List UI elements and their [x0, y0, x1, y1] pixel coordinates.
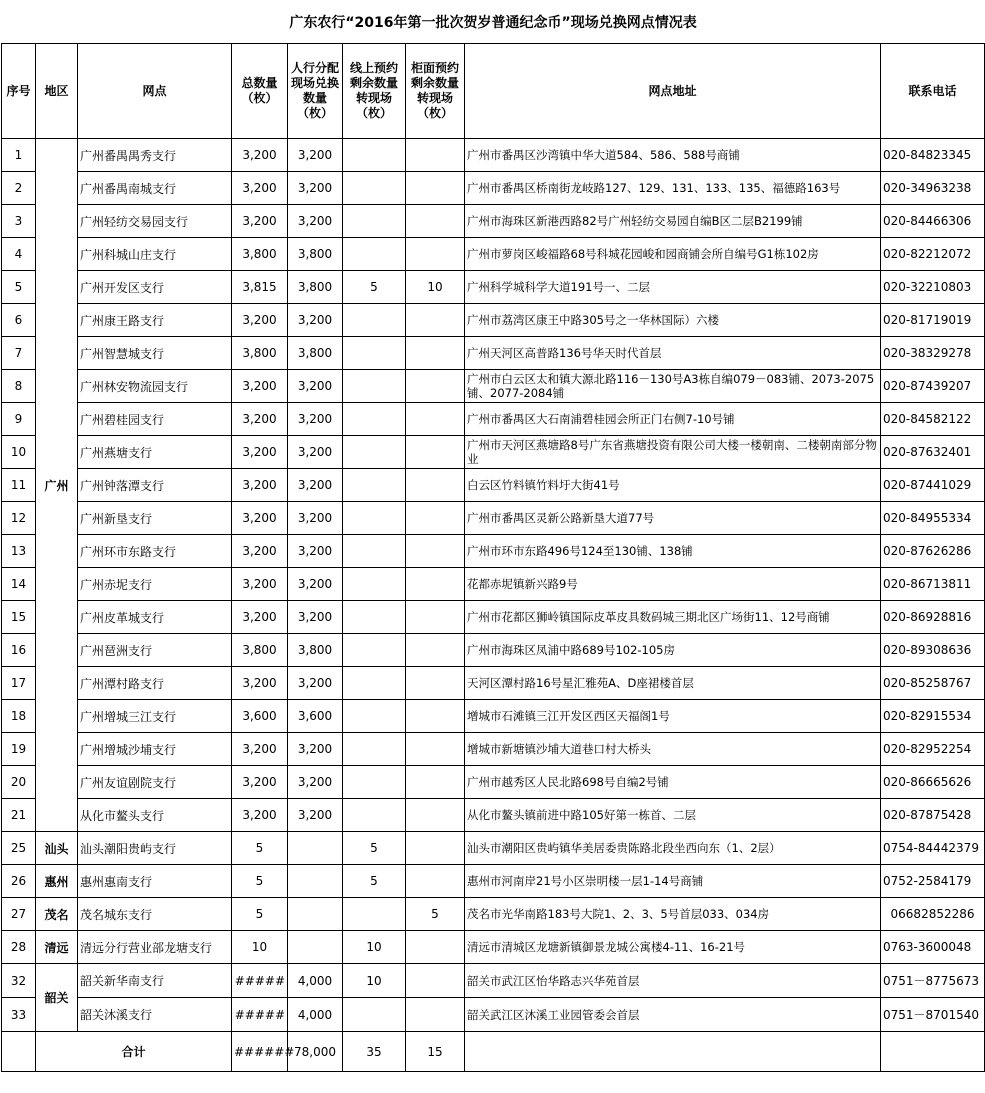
table-row	[2, 205, 985, 238]
cell-branch: 广州林安物流园支行	[78, 370, 232, 403]
cell-branch: 广州赤坭支行	[78, 568, 232, 601]
cell-seq: 11	[2, 469, 36, 502]
cell-total: 3,200	[232, 733, 288, 766]
cell-address: 广州市番禺区沙湾镇中华大道584、586、588号商铺	[465, 139, 881, 172]
header-address: 网点地址	[465, 44, 881, 139]
cell-branch: 广州轻纺交易园支行	[78, 205, 232, 238]
region-cell: 韶关	[36, 964, 78, 1032]
cell-address: 广州市番禺区桥南街龙岐路127、129、131、133、135、福德路163号	[465, 172, 881, 205]
cell-total: 3,200	[232, 403, 288, 436]
cell-online	[343, 568, 406, 601]
cell-counter	[406, 964, 465, 998]
cell-counter	[406, 469, 465, 502]
cell-phone: 020-32210803	[881, 271, 985, 304]
header-branch: 网点	[78, 44, 232, 139]
cell-address: 汕头市潮阳区贵屿镇华美居委贵陈路北段坐西向东（1、2层）	[465, 832, 881, 865]
total-label: 合计	[36, 1032, 232, 1072]
cell-pboc: 3,200	[288, 139, 343, 172]
cell-branch: 广州皮革城支行	[78, 601, 232, 634]
cell-phone: 020-87439207	[881, 370, 985, 403]
cell-branch: 广州科城山庄支行	[78, 238, 232, 271]
table-row	[2, 304, 985, 337]
table-row	[2, 634, 985, 667]
cell-branch: 广州开发区支行	[78, 271, 232, 304]
cell-counter	[406, 205, 465, 238]
cell-counter: 5	[406, 898, 465, 931]
cell-seq: 12	[2, 502, 36, 535]
cell-total: 3,600	[232, 700, 288, 733]
cell-online: 5	[343, 832, 406, 865]
header-phone: 联系电话	[881, 44, 985, 139]
header-total: 总数量（枚）	[232, 44, 288, 139]
cell-address: 韶关武江区沐溪工业园管委会首层	[465, 998, 881, 1032]
cell-address: 广州市番禺区灵新公路新垦大道77号	[465, 502, 881, 535]
cell-pboc: 3,200	[288, 304, 343, 337]
cell-phone: 0751－8775673	[881, 964, 985, 998]
cell-branch: 广州琶洲支行	[78, 634, 232, 667]
cell-phone: 020-38329278	[881, 337, 985, 370]
cell-counter	[406, 172, 465, 205]
cell-total: 3,200	[232, 535, 288, 568]
cell-counter	[406, 370, 465, 403]
cell-online	[343, 799, 406, 832]
cell-pboc	[288, 931, 343, 964]
cell-phone: 020-84582122	[881, 403, 985, 436]
cell-pboc: 3,200	[288, 535, 343, 568]
cell-seq: 33	[2, 998, 36, 1032]
cell-address: 清远市清城区龙塘新镇御景龙城公寓楼4-11、16-21号	[465, 931, 881, 964]
header-region: 地区	[36, 44, 78, 139]
cell-pboc: 3,200	[288, 469, 343, 502]
cell-branch: 广州潭村路支行	[78, 667, 232, 700]
cell-seq: 17	[2, 667, 36, 700]
cell-pboc	[288, 865, 343, 898]
total-blank	[2, 1032, 36, 1072]
cell-online	[343, 766, 406, 799]
cell-phone: 020-84466306	[881, 205, 985, 238]
cell-phone: 020-87441029	[881, 469, 985, 502]
cell-phone: 020-89308636	[881, 634, 985, 667]
cell-total: 3,200	[232, 172, 288, 205]
cell-counter	[406, 601, 465, 634]
cell-phone: 0752-2584179	[881, 865, 985, 898]
cell-counter	[406, 634, 465, 667]
cell-total: 3,200	[232, 205, 288, 238]
cell-online	[343, 469, 406, 502]
table-row	[2, 337, 985, 370]
table-row	[2, 667, 985, 700]
cell-total: 3,200	[232, 601, 288, 634]
cell-phone: 020-82212072	[881, 238, 985, 271]
cell-total: 5	[232, 898, 288, 931]
cell-address: 广州科学城科学大道191号一、二层	[465, 271, 881, 304]
cell-counter	[406, 535, 465, 568]
cell-phone: 020-81719019	[881, 304, 985, 337]
cell-phone: 020-86713811	[881, 568, 985, 601]
cell-total: 10	[232, 931, 288, 964]
table-row	[2, 964, 985, 998]
cell-online	[343, 205, 406, 238]
cell-online	[343, 436, 406, 469]
table-row	[2, 568, 985, 601]
table-row	[2, 238, 985, 271]
cell-seq: 5	[2, 271, 36, 304]
cell-total: 5	[232, 832, 288, 865]
cell-address: 广州市番禺区大石南浦碧桂园会所正门右侧7-10号铺	[465, 403, 881, 436]
cell-counter	[406, 304, 465, 337]
table-row	[2, 436, 985, 469]
cell-pboc: 3,800	[288, 238, 343, 271]
total-address-blank	[465, 1032, 881, 1072]
cell-seq: 21	[2, 799, 36, 832]
cell-online	[343, 403, 406, 436]
cell-address: 茂名市光华南路183号大院1、2、3、5号首层033、034房	[465, 898, 881, 931]
cell-phone: 0751－8701540	[881, 998, 985, 1032]
cell-online: 5	[343, 271, 406, 304]
cell-total: 3,800	[232, 238, 288, 271]
cell-seq: 25	[2, 832, 36, 865]
cell-branch: 广州友谊剧院支行	[78, 766, 232, 799]
cell-online: 10	[343, 931, 406, 964]
cell-pboc: 3,800	[288, 271, 343, 304]
table-row	[2, 898, 985, 931]
cell-online	[343, 601, 406, 634]
cell-total: 3,815	[232, 271, 288, 304]
cell-seq: 2	[2, 172, 36, 205]
table-row	[2, 700, 985, 733]
table-row	[2, 172, 985, 205]
cell-branch: 广州增城三江支行	[78, 700, 232, 733]
cell-online	[343, 634, 406, 667]
cell-total: #####	[232, 998, 288, 1032]
cell-pboc: 3,200	[288, 667, 343, 700]
cell-counter	[406, 865, 465, 898]
cell-phone: 020-87626286	[881, 535, 985, 568]
cell-seq: 10	[2, 436, 36, 469]
cell-phone: 0754-84442379	[881, 832, 985, 865]
cell-branch: 广州燕塘支行	[78, 436, 232, 469]
cell-counter	[406, 436, 465, 469]
cell-counter	[406, 832, 465, 865]
cell-seq: 3	[2, 205, 36, 238]
cell-branch: 韶关沐溪支行	[78, 998, 232, 1032]
cell-online	[343, 370, 406, 403]
region-cell: 惠州	[36, 865, 78, 898]
cell-pboc: 4,000	[288, 998, 343, 1032]
cell-total: 5	[232, 865, 288, 898]
cell-counter	[406, 502, 465, 535]
table-row	[2, 370, 985, 403]
cell-counter	[406, 403, 465, 436]
cell-counter	[406, 733, 465, 766]
cell-branch: 韶关新华南支行	[78, 964, 232, 998]
cell-counter: 10	[406, 271, 465, 304]
cell-seq: 26	[2, 865, 36, 898]
table-row	[2, 601, 985, 634]
cell-seq: 8	[2, 370, 36, 403]
cell-address: 白云区竹料镇竹料圩大街41号	[465, 469, 881, 502]
header-seq: 序号	[2, 44, 36, 139]
cell-phone: 0763-3600048	[881, 931, 985, 964]
cell-counter	[406, 139, 465, 172]
table-row	[2, 832, 985, 865]
cell-online	[343, 304, 406, 337]
cell-address: 天河区潭村路16号星汇雅苑A、D座裙楼首层	[465, 667, 881, 700]
cell-pboc: 3,800	[288, 634, 343, 667]
cell-phone: 06682852286	[881, 898, 985, 931]
cell-phone: 020-86665626	[881, 766, 985, 799]
cell-online	[343, 998, 406, 1032]
cell-online	[343, 139, 406, 172]
table-row	[2, 271, 985, 304]
cell-pboc: 3,600	[288, 700, 343, 733]
cell-seq: 16	[2, 634, 36, 667]
cell-branch: 广州增城沙埔支行	[78, 733, 232, 766]
cell-counter	[406, 931, 465, 964]
cell-branch: 广州番禺南城支行	[78, 172, 232, 205]
cell-address: 广州市荔湾区康王中路305号之一华林国际）六楼	[465, 304, 881, 337]
cell-address: 广州市海珠区凤浦中路689号102-105房	[465, 634, 881, 667]
cell-pboc: 3,200	[288, 601, 343, 634]
cell-seq: 13	[2, 535, 36, 568]
cell-seq: 6	[2, 304, 36, 337]
cell-branch: 从化市鳌头支行	[78, 799, 232, 832]
cell-counter	[406, 238, 465, 271]
header-row	[2, 44, 985, 139]
cell-seq: 4	[2, 238, 36, 271]
cell-seq: 14	[2, 568, 36, 601]
cell-phone: 020-84955334	[881, 502, 985, 535]
cell-address: 增城市石滩镇三江开发区西区天福阁1号	[465, 700, 881, 733]
cell-total: 3,200	[232, 799, 288, 832]
table-row	[2, 865, 985, 898]
cell-branch: 茂名城东支行	[78, 898, 232, 931]
cell-pboc: 3,200	[288, 370, 343, 403]
cell-total: 3,200	[232, 304, 288, 337]
cell-seq: 15	[2, 601, 36, 634]
cell-phone: 020-34963238	[881, 172, 985, 205]
cell-branch: 广州碧桂园支行	[78, 403, 232, 436]
cell-address: 广州市环市东路496号124至130铺、138铺	[465, 535, 881, 568]
cell-seq: 20	[2, 766, 36, 799]
cell-pboc: 3,200	[288, 502, 343, 535]
cell-branch: 汕头潮阳贵屿支行	[78, 832, 232, 865]
cell-branch: 广州番禺禺秀支行	[78, 139, 232, 172]
cell-pboc	[288, 832, 343, 865]
table-row	[2, 766, 985, 799]
cell-phone: 020-85258767	[881, 667, 985, 700]
exchange-table	[1, 1, 985, 1072]
cell-total: 3,200	[232, 667, 288, 700]
cell-address: 广州市萝岗区峻福路68号科城花园峻和园商铺会所自编号G1栋102房	[465, 238, 881, 271]
header-online: 线上预约剩余数量转现场（枚）	[343, 44, 406, 139]
cell-pboc: 3,200	[288, 568, 343, 601]
cell-online	[343, 238, 406, 271]
cell-seq: 19	[2, 733, 36, 766]
table-row	[2, 469, 985, 502]
cell-phone: 020-84823345	[881, 139, 985, 172]
table-row	[2, 403, 985, 436]
header-pboc: 人行分配现场兑换数量（枚）	[288, 44, 343, 139]
cell-branch: 广州智慧城支行	[78, 337, 232, 370]
cell-branch: 广州新垦支行	[78, 502, 232, 535]
cell-online: 5	[343, 865, 406, 898]
cell-total: 3,200	[232, 436, 288, 469]
cell-branch: 惠州惠南支行	[78, 865, 232, 898]
cell-phone: 020-82915534	[881, 700, 985, 733]
cell-phone: 020-82952254	[881, 733, 985, 766]
region-cell: 广州	[36, 139, 78, 832]
table-row	[2, 799, 985, 832]
cell-counter	[406, 667, 465, 700]
cell-address: 广州天河区高普路136号华天时代首层	[465, 337, 881, 370]
cell-total: 3,200	[232, 469, 288, 502]
region-cell: 茂名	[36, 898, 78, 931]
cell-phone: 020-87632401	[881, 436, 985, 469]
cell-pboc: 3,200	[288, 799, 343, 832]
cell-online	[343, 700, 406, 733]
total-phone-blank	[881, 1032, 985, 1072]
cell-pboc: 3,200	[288, 172, 343, 205]
cell-online	[343, 502, 406, 535]
cell-total: 3,800	[232, 337, 288, 370]
region-cell: 清远	[36, 931, 78, 964]
cell-address: 广州市海珠区新港西路82号广州轻纺交易园自编B区二层B2199铺	[465, 205, 881, 238]
region-cell: 汕头	[36, 832, 78, 865]
cell-address: 从化市鳌头镇前进中路105好第一栋首、二层	[465, 799, 881, 832]
cell-online: 10	[343, 964, 406, 998]
total-online: 35	[343, 1032, 406, 1072]
cell-seq: 28	[2, 931, 36, 964]
cell-pboc: 4,000	[288, 964, 343, 998]
cell-total: 3,200	[232, 766, 288, 799]
cell-online	[343, 898, 406, 931]
cell-online	[343, 535, 406, 568]
cell-phone: 020-86928816	[881, 601, 985, 634]
cell-pboc: 3,800	[288, 337, 343, 370]
cell-seq: 27	[2, 898, 36, 931]
cell-total: 3,200	[232, 568, 288, 601]
cell-branch: 广州环市东路支行	[78, 535, 232, 568]
cell-counter	[406, 799, 465, 832]
cell-address: 花都赤坭镇新兴路9号	[465, 568, 881, 601]
cell-seq: 32	[2, 964, 36, 998]
cell-pboc: 3,200	[288, 205, 343, 238]
total-pboc: 78,000	[288, 1032, 343, 1072]
cell-total: 3,200	[232, 370, 288, 403]
table-row	[2, 139, 985, 172]
cell-branch: 广州康王路支行	[78, 304, 232, 337]
cell-total: #####	[232, 964, 288, 998]
total-total: ######	[232, 1032, 288, 1072]
cell-address: 广州市花都区狮岭镇国际皮革皮具数码城三期北区广场街11、12号商铺	[465, 601, 881, 634]
cell-address: 广州市天河区燕塘路8号广东省燕塘投资有限公司大楼一楼朝南、二楼朝南部分物业	[465, 436, 881, 469]
cell-total: 3,800	[232, 634, 288, 667]
cell-online	[343, 733, 406, 766]
total-row	[2, 1032, 985, 1072]
cell-address: 惠州市河南岸21号小区崇明楼一层1-14号商铺	[465, 865, 881, 898]
cell-seq: 9	[2, 403, 36, 436]
cell-online	[343, 667, 406, 700]
page-title: 广东农行“2016年第一批次贺岁普通纪念币”现场兑换网点情况表	[2, 1, 985, 44]
cell-total: 3,200	[232, 139, 288, 172]
cell-branch: 广州钟落潭支行	[78, 469, 232, 502]
cell-counter	[406, 766, 465, 799]
cell-branch: 清远分行营业部龙塘支行	[78, 931, 232, 964]
cell-pboc: 3,200	[288, 403, 343, 436]
table-row	[2, 535, 985, 568]
table-row	[2, 931, 985, 964]
cell-online	[343, 337, 406, 370]
header-counter: 柜面预约剩余数量转现场（枚）	[406, 44, 465, 139]
cell-phone: 020-87875428	[881, 799, 985, 832]
cell-pboc	[288, 898, 343, 931]
cell-counter	[406, 998, 465, 1032]
cell-counter	[406, 568, 465, 601]
cell-address: 韶关市武江区怡华路志兴华苑首层	[465, 964, 881, 998]
cell-total: 3,200	[232, 502, 288, 535]
table-row	[2, 998, 985, 1032]
cell-counter	[406, 700, 465, 733]
cell-pboc: 3,200	[288, 766, 343, 799]
total-counter: 15	[406, 1032, 465, 1072]
cell-seq: 18	[2, 700, 36, 733]
cell-pboc: 3,200	[288, 733, 343, 766]
cell-online	[343, 172, 406, 205]
cell-seq: 1	[2, 139, 36, 172]
cell-address: 广州市越秀区人民北路698号自编2号铺	[465, 766, 881, 799]
cell-seq: 7	[2, 337, 36, 370]
table-row	[2, 733, 985, 766]
cell-pboc: 3,200	[288, 436, 343, 469]
cell-counter	[406, 337, 465, 370]
cell-address: 广州市白云区太和镇大源北路116－130号A3栋自编079－083铺、2073-2075铺、2077-2084铺	[465, 370, 881, 403]
cell-address: 增城市新塘镇沙埔大道巷口村大桥头	[465, 733, 881, 766]
table-row	[2, 502, 985, 535]
